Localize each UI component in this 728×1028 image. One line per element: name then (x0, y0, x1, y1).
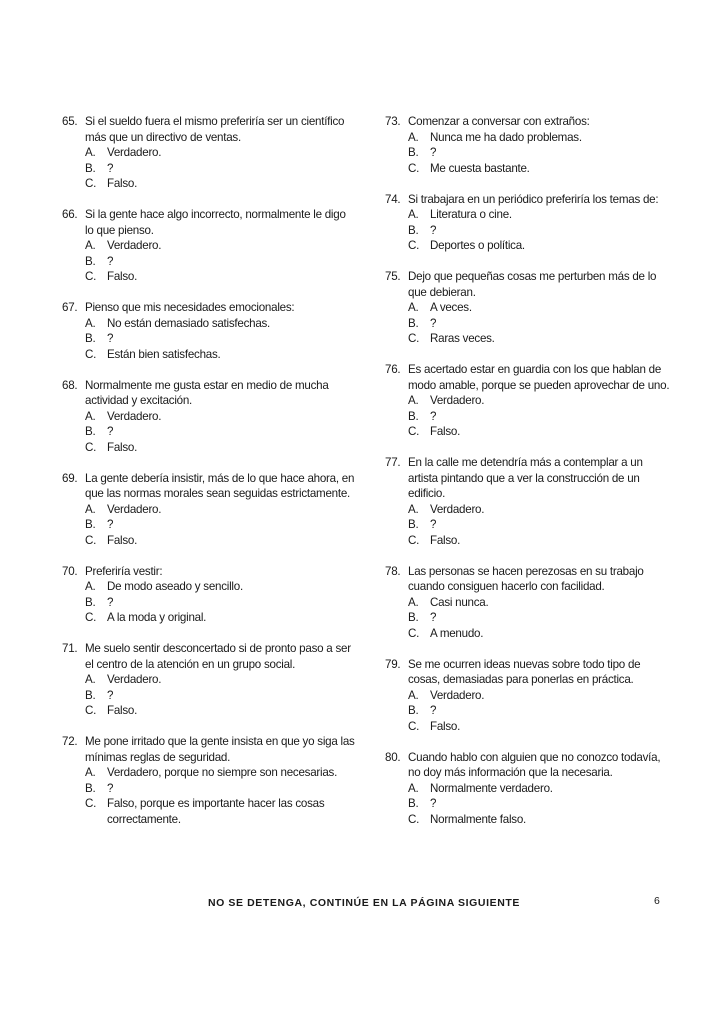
option-text: Raras veces. (430, 332, 495, 345)
option-letter: C. (408, 719, 420, 733)
question-number: 78. (385, 564, 401, 578)
answer-option (385, 626, 675, 642)
answer-option (62, 533, 357, 549)
answer-option (385, 703, 675, 719)
option-letter: A. (85, 673, 96, 686)
question-number: 76. (385, 363, 401, 376)
question-item (385, 269, 675, 347)
option-text: A menudo. (430, 626, 484, 640)
option-letter: C. (408, 626, 420, 640)
option-text: No están demasiado satisfechas. (107, 316, 271, 330)
option-text: ? (107, 688, 114, 702)
question-text: Dejo que pequeñas cosas me perturben más de lo que debieran. (408, 270, 657, 299)
option-letter: C. (408, 533, 420, 547)
option-letter: C. (85, 797, 97, 810)
question-number: 65. (62, 115, 78, 128)
option-text: Verdadero. (430, 502, 485, 516)
answer-option (62, 517, 357, 533)
option-letter: A. (408, 688, 419, 702)
question-number: 74. (385, 192, 401, 206)
option-letter: B. (408, 518, 419, 531)
option-text: Falso. (430, 533, 461, 547)
question-number: 71. (62, 642, 78, 655)
answer-option (62, 796, 357, 827)
question-text: Pienso que mis necesidades emocionales: (85, 301, 295, 314)
question-number: 73. (385, 115, 401, 128)
option-text: Normalmente falso. (430, 812, 527, 826)
question-text: La gente debería insistir, más de lo que hace ahora, en que las normas morales sean seguidas estrictamente. (85, 471, 355, 500)
option-letter: C. (408, 425, 420, 438)
option-text: Verdadero. (107, 502, 162, 516)
answer-option (62, 440, 357, 456)
answer-option (62, 269, 357, 285)
question-text: Se me ocurren ideas nuevas sobre todo tipo de cosas, demasiadas para ponerlas en práctica. (408, 657, 641, 686)
answer-option (385, 223, 675, 239)
question-item (385, 362, 675, 440)
option-text: Verdadero. (430, 688, 485, 702)
answer-option (62, 595, 357, 611)
option-letter: A. (85, 502, 96, 516)
option-text: ? (107, 332, 114, 345)
question-number: 72. (62, 735, 78, 748)
question-text: Es acertado estar en guardia con los que hablan de modo amable, porque se pueden aprovechar de uno. (408, 363, 670, 392)
answer-option (62, 765, 357, 781)
question-item (62, 734, 357, 827)
question-header (62, 641, 357, 672)
answer-option (385, 781, 675, 797)
option-text: ? (107, 161, 114, 175)
question-number: 79. (385, 657, 401, 671)
question-header (62, 564, 357, 580)
option-text: A la moda y original. (107, 611, 207, 624)
option-letter: B. (85, 332, 96, 345)
option-text: ? (430, 704, 437, 717)
option-text: Me cuesta bastante. (430, 161, 530, 175)
option-letter: A. (85, 409, 96, 423)
option-text: Nunca me ha dado problemas. (430, 130, 582, 144)
answer-option (62, 238, 357, 254)
option-text: Falso. (430, 719, 461, 733)
answer-option (62, 502, 357, 518)
option-letter: A. (408, 502, 419, 516)
option-text: ? (107, 781, 114, 795)
question-item (385, 192, 675, 254)
option-text: Falso. (430, 425, 461, 438)
option-letter: C. (408, 239, 420, 252)
question-item (62, 641, 357, 719)
option-text: A veces. (430, 301, 472, 314)
question-header (62, 471, 357, 502)
option-letter: A. (85, 766, 96, 779)
answer-option (385, 719, 675, 735)
question-item (385, 657, 675, 735)
answer-option (62, 347, 357, 363)
question-header (385, 114, 675, 130)
answer-option (385, 796, 675, 812)
option-text: Casi nunca. (430, 595, 489, 609)
question-number: 75. (385, 270, 401, 283)
question-item (62, 378, 357, 456)
question-item (62, 564, 357, 626)
answer-option (385, 812, 675, 828)
option-letter: A. (85, 316, 96, 330)
option-text: Deportes o política. (430, 239, 525, 252)
answer-option (385, 688, 675, 704)
option-letter: B. (85, 161, 96, 175)
question-header (62, 207, 357, 238)
question-number: 69. (62, 471, 78, 485)
option-letter: B. (408, 409, 419, 423)
option-letter: B. (408, 704, 419, 717)
option-text: ? (107, 518, 114, 531)
option-text: Falso. (107, 177, 138, 190)
answer-option (385, 145, 675, 161)
option-letter: B. (85, 688, 96, 702)
answer-option (385, 424, 675, 440)
answer-option (62, 610, 357, 626)
option-letter: B. (408, 316, 419, 330)
question-text: Las personas se hacen perezosas en su trabajo cuando consiguen hacerlo con facilidad. (408, 564, 644, 593)
option-letter: A. (408, 130, 419, 144)
option-letter: A. (408, 208, 419, 221)
option-text: Verdadero. (107, 673, 162, 686)
question-text: Normalmente me gusta estar en medio de mucha actividad y excitación. (85, 378, 329, 407)
answer-option (385, 207, 675, 223)
option-letter: C. (85, 533, 97, 547)
question-header (385, 455, 675, 502)
option-text: Están bien satisfechas. (107, 347, 221, 361)
question-header (385, 362, 675, 393)
option-text: Verdadero. (107, 409, 162, 423)
question-item (62, 114, 357, 192)
option-letter: A. (408, 781, 419, 795)
footer-notice: NO SE DETENGA, CONTINÚE EN LA PÁGINA SIGUIENTE (207, 897, 521, 909)
answer-option (385, 517, 675, 533)
option-text: ? (107, 595, 114, 609)
question-text: Si trabajara en un periódico preferiría los temas de: (408, 192, 659, 206)
option-text: Verdadero. (430, 394, 485, 407)
option-letter: C. (408, 812, 420, 826)
question-item (62, 471, 357, 549)
option-letter: C. (408, 161, 420, 175)
answer-option (62, 254, 357, 270)
option-text: Falso. (107, 440, 138, 454)
question-item (385, 455, 675, 548)
question-text: En la calle me detendría más a contemplar a un artista pintando que a ver la construcción de un edificio. (408, 456, 643, 500)
question-header (385, 269, 675, 300)
answer-option (62, 781, 357, 797)
option-letter: A. (408, 301, 419, 314)
answer-option (62, 409, 357, 425)
option-letter: A. (408, 394, 419, 407)
answer-option (62, 145, 357, 161)
question-item (385, 564, 675, 642)
question-header (62, 378, 357, 409)
answer-option (385, 300, 675, 316)
answer-option (62, 672, 357, 688)
answer-option (62, 703, 357, 719)
option-text: Verdadero. (107, 146, 162, 159)
option-text: ? (430, 611, 437, 624)
answer-option (62, 316, 357, 332)
answer-option (385, 502, 675, 518)
option-text: ? (430, 223, 437, 237)
option-text: Falso. (107, 704, 138, 717)
right-column (385, 114, 675, 843)
page-number: 6 (654, 895, 660, 907)
option-text: ? (430, 518, 437, 531)
option-letter: C. (85, 611, 97, 624)
option-letter: B. (85, 425, 96, 438)
option-letter: B. (408, 797, 419, 810)
option-letter: C. (85, 177, 97, 190)
question-header (62, 300, 357, 316)
option-letter: C. (408, 332, 420, 345)
question-item (385, 114, 675, 176)
answer-option (385, 533, 675, 549)
option-letter: B. (408, 611, 419, 624)
question-number: 70. (62, 564, 78, 578)
option-letter: C. (85, 270, 97, 283)
answer-option (385, 238, 675, 254)
answer-option (385, 610, 675, 626)
question-item (62, 300, 357, 362)
question-number: 80. (385, 750, 401, 764)
question-number: 66. (62, 208, 78, 221)
option-text: ? (430, 316, 437, 330)
option-text: Falso. (107, 533, 138, 547)
question-number: 68. (62, 378, 78, 392)
answer-option (385, 161, 675, 177)
answer-option (385, 316, 675, 332)
question-header (385, 657, 675, 688)
option-text: Literatura o cine. (430, 208, 512, 221)
option-text: Verdadero. (107, 239, 162, 252)
option-text: ? (430, 146, 437, 159)
option-text: Falso, porque es importante hacer las cosas correctamente. (107, 797, 325, 826)
answer-option (62, 579, 357, 595)
question-header (385, 192, 675, 208)
option-letter: A. (85, 146, 96, 159)
question-header (62, 114, 357, 145)
question-text: Me pone irritado que la gente insista en que yo siga las mínimas reglas de seguridad. (85, 735, 355, 764)
answer-option (62, 161, 357, 177)
question-text: Si la gente hace algo incorrecto, normalmente le digo lo que pienso. (85, 208, 346, 237)
option-letter: B. (408, 146, 419, 159)
option-letter: B. (85, 254, 96, 268)
answer-option (385, 393, 675, 409)
question-header (385, 750, 675, 781)
question-text: Comenzar a conversar con extraños: (408, 115, 590, 128)
answer-option (62, 688, 357, 704)
answer-option (385, 595, 675, 611)
option-text: ? (107, 254, 114, 268)
answer-option (385, 331, 675, 347)
question-item (385, 750, 675, 828)
question-text: Preferiría vestir: (85, 564, 163, 578)
option-letter: C. (85, 704, 97, 717)
question-item (62, 207, 357, 285)
question-number: 77. (385, 456, 401, 469)
option-letter: B. (408, 223, 419, 237)
option-text: Falso. (107, 270, 138, 283)
left-column (62, 114, 357, 843)
option-letter: B. (85, 518, 96, 531)
question-text: Cuando hablo con alguien que no conozco todavía, no doy más información que la necesaria. (408, 750, 661, 779)
option-letter: C. (85, 347, 97, 361)
option-letter: B. (85, 595, 96, 609)
answer-option (385, 130, 675, 146)
option-text: Verdadero, porque no siempre son necesarias. (107, 766, 338, 779)
answer-option (62, 331, 357, 347)
option-text: ? (430, 797, 437, 810)
option-letter: C. (85, 440, 97, 454)
option-letter: A. (85, 239, 96, 252)
option-letter: A. (408, 595, 419, 609)
option-letter: B. (85, 781, 96, 795)
question-header (62, 734, 357, 765)
option-text: Normalmente verdadero. (430, 781, 553, 795)
answer-option (62, 176, 357, 192)
option-text: ? (430, 409, 437, 423)
answer-option (385, 409, 675, 425)
option-letter: A. (85, 580, 96, 593)
answer-option (62, 424, 357, 440)
question-number: 67. (62, 301, 78, 314)
option-text: ? (107, 425, 114, 438)
question-text: Me suelo sentir desconcertado si de pronto paso a ser el centro de la atención en un grupo social. (85, 642, 351, 671)
option-text: De modo aseado y sencillo. (107, 580, 243, 593)
question-text: Si el sueldo fuera el mismo preferiría ser un científico más que un directivo de ventas. (85, 115, 345, 144)
question-header (385, 564, 675, 595)
